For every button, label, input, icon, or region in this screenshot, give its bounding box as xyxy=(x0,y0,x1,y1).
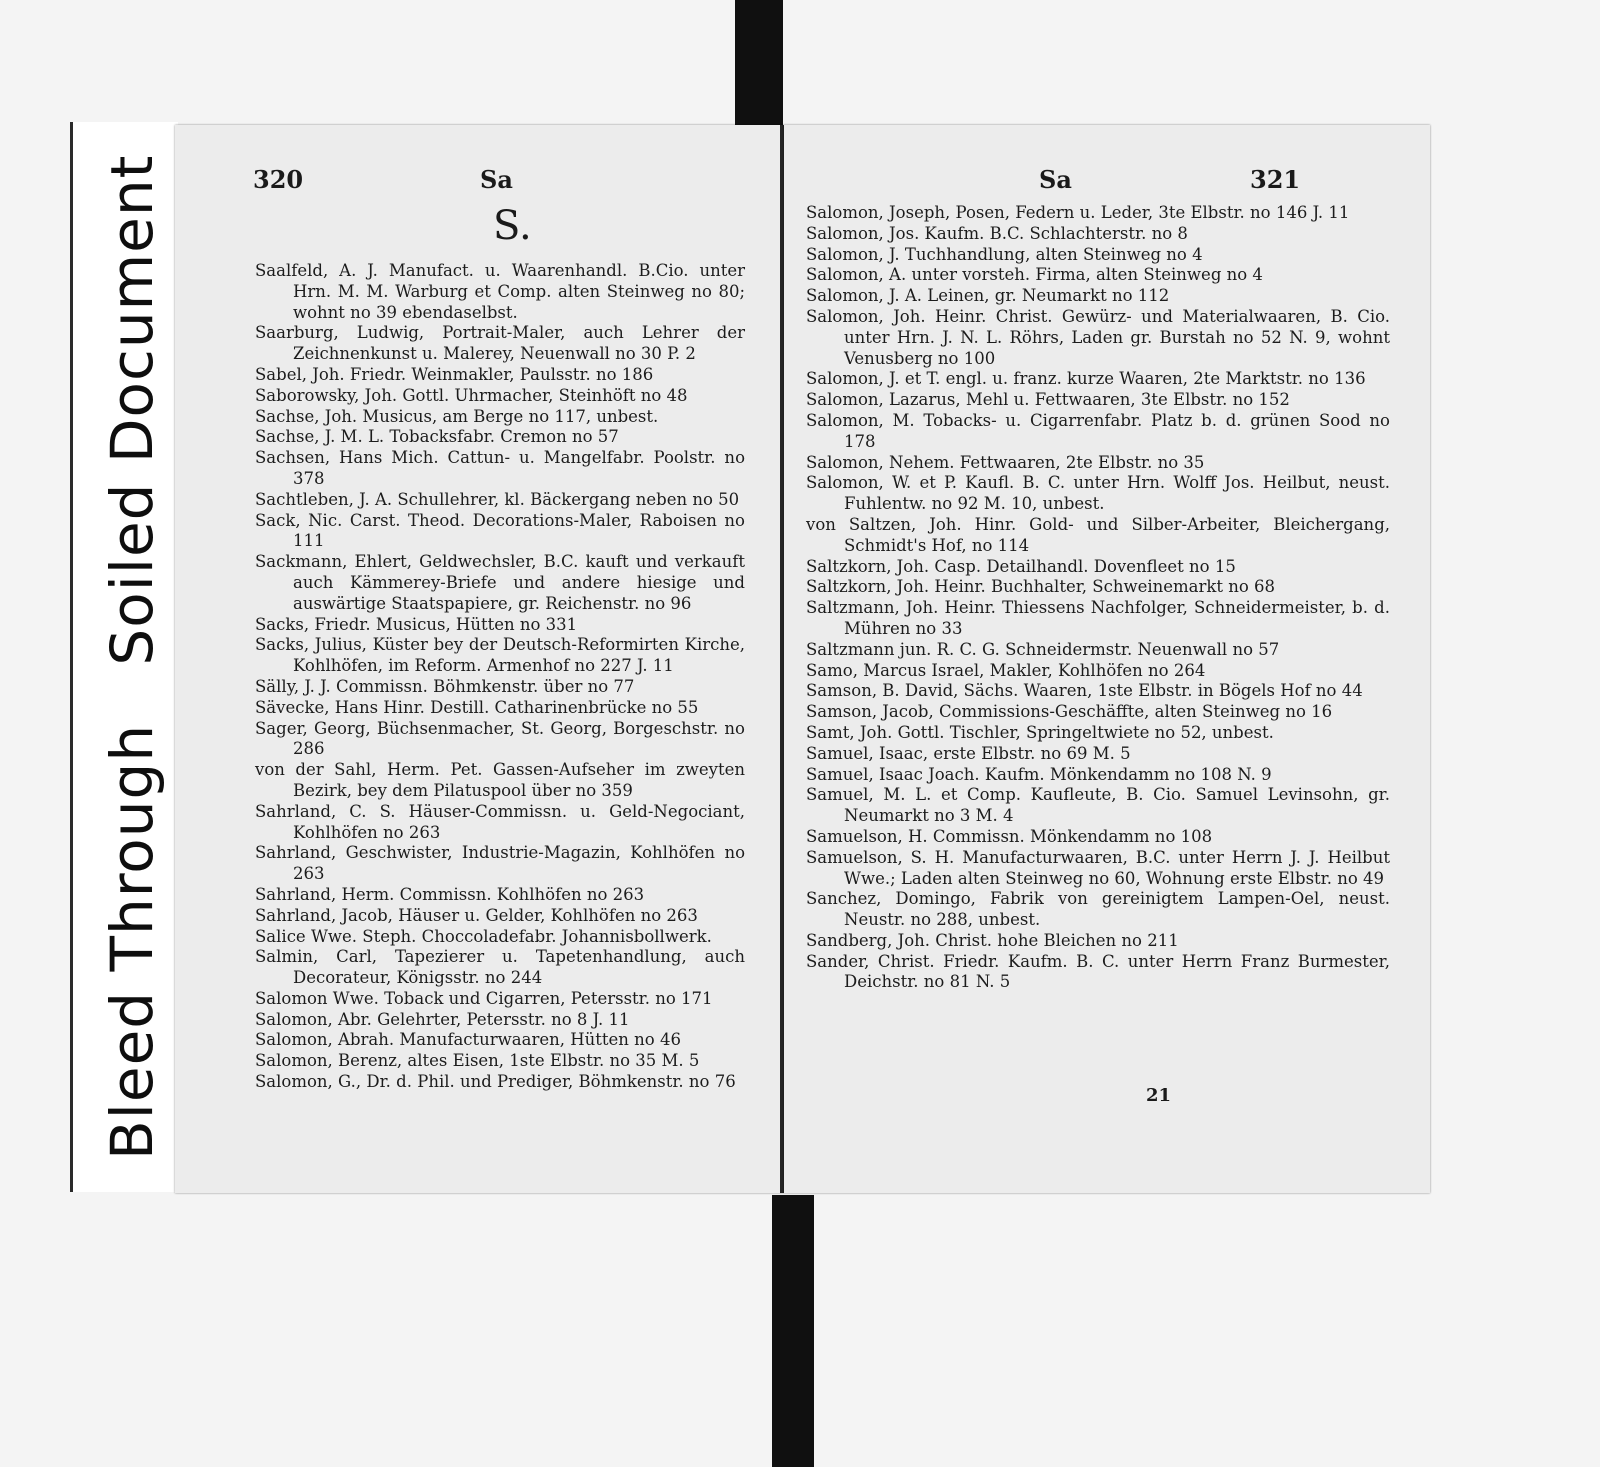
directory-entry: Saltzkorn, Joh. Heinr. Buchhalter, Schweinemarkt no 68 xyxy=(806,577,1276,597)
directory-entry: Salomon, J. Tuchhandlung, alten Steinweg no 4 xyxy=(806,244,1203,264)
directory-entry: Saltzkorn, Joh. Casp. Detailhandl. Dovenfleet no 15 xyxy=(806,556,1236,576)
directory-entry: Samuel, Isaac Joach. Kaufm. Mönkendamm no 108 N. 9 xyxy=(806,764,1272,784)
directory-entries xyxy=(806,203,1390,993)
directory-entry: Sachse, Joh. Musicus, am Berge no 117, unbest. xyxy=(255,406,659,426)
directory-entry: Sälly, J. J. Commissn. Böhmkenstr. über no 77 xyxy=(255,676,635,696)
directory-entries xyxy=(255,261,745,1093)
directory-entry: Salomon Wwe. Toback und Cigarren, Petersstr. no 171 xyxy=(255,988,713,1008)
directory-entry: Samson, Jacob, Commissions-Geschäffte, alten Steinweg no 16 xyxy=(806,702,1333,722)
directory-entry: Salomon, W. et P. Kaufl. B. C. unter Hrn. Wolff Jos. Heilbut, neust. Fuhlentw. no 92 M. 10, unbest. xyxy=(806,473,1390,514)
directory-entry: Samuel, M. L. et Comp. Kaufleute, B. Cio. Samuel Levinsohn, gr. Neumarkt no 3 M. 4 xyxy=(806,785,1390,826)
directory-entry: Sack, Nic. Carst. Theod. Decorations-Maler, Raboisen no 111 xyxy=(255,510,745,551)
directory-entry: Salice Wwe. Steph. Choccoladefabr. Johannisbollwerk. xyxy=(255,926,712,946)
directory-entry: Sachsen, Hans Mich. Cattun- u. Mangelfabr. Poolstr. no 378 xyxy=(255,448,745,488)
directory-entry: Salomon, J. A. Leinen, gr. Neumarkt no 112 xyxy=(806,286,1170,306)
directory-entry: Sander, Christ. Friedr. Kaufm. B. C. unter Herrn Franz Burmester, Deichstr. no 81 N. 5 xyxy=(806,951,1390,992)
binding-strip-bottom xyxy=(772,1195,814,1467)
directory-entry: Samo, Marcus Israel, Makler, Kohlhöfen no 264 xyxy=(806,660,1206,680)
left-page xyxy=(175,125,784,1193)
directory-entry: Samuel, Isaac, erste Elbstr. no 69 M. 5 xyxy=(806,743,1131,763)
directory-entry: Sacks, Julius, Küster bey der Deutsch-Reformirten Kirche, Kohlhöfen, im Reform. Armenhof no 227 J. 11 xyxy=(255,635,745,676)
directory-entry: Sachtleben, J. A. Schullehrer, kl. Bäckergang neben no 50 xyxy=(255,489,740,509)
page-number: 321 xyxy=(1250,165,1301,194)
directory-entry: Salomon, Joh. Heinr. Christ. Gewürz- und Materialwaaren, B. Cio. unter Hrn. J. N. L. Röhrs, Laden gr. Burstah no 52 N. 9, wohnt Venusberg no 100 xyxy=(806,306,1390,368)
directory-entry: Samuelson, S. H. Manufacturwaaren, B.C. unter Herrn J. J. Heilbut Wwe.; Laden alten Steinweg no 60, Wohnung erste Elbstr. no 49 xyxy=(806,847,1390,888)
directory-entry: Saarburg, Ludwig, Portrait-Maler, auch Lehrer der Zeichnenkunst u. Malerey, Neuenwall no 30 P. 2 xyxy=(255,323,745,364)
directory-entry: Sahrland, C. S. Häuser-Commissn. u. Geld-Negociant, Kohlhöfen no 263 xyxy=(255,801,745,842)
directory-entry: Samuelson, H. Commissn. Mönkendamm no 108 xyxy=(806,826,1213,846)
directory-entry: Sandberg, Joh. Christ. hohe Bleichen no 211 xyxy=(806,930,1179,950)
directory-entry: Sahrland, Jacob, Häuser u. Gelder, Kohlhöfen no 263 xyxy=(255,905,698,925)
page-number: 320 xyxy=(253,165,304,194)
directory-entry: Salomon, Abr. Gelehrter, Petersstr. no 8 J. 11 xyxy=(255,1009,630,1029)
directory-entry: Salomon, Jos. Kaufm. B.C. Schlachterstr. no 8 xyxy=(806,223,1188,243)
directory-entry: Sachse, J. M. L. Tobacksfabr. Cremon no 57 xyxy=(255,427,619,447)
directory-entry: Sabel, Joh. Friedr. Weinmakler, Paulsstr. no 186 xyxy=(255,364,654,384)
condition-label: Bleed Through Soiled Document xyxy=(98,154,166,1160)
directory-entry: Saborowsky, Joh. Gottl. Uhrmacher, Steinhöft no 48 xyxy=(255,385,688,405)
running-head: Sa xyxy=(1039,165,1072,194)
directory-entry: Sacks, Friedr. Musicus, Hütten no 331 xyxy=(255,614,578,634)
directory-entry: Samt, Joh. Gottl. Tischler, Springeltwiete no 52, unbest. xyxy=(806,722,1274,742)
directory-entry: von Saltzen, Joh. Hinr. Gold- und Silber-Arbeiter, Bleichergang, Schmidt's Hof, no 114 xyxy=(806,514,1390,555)
directory-entry: Sahrland, Herm. Commissn. Kohlhöfen no 263 xyxy=(255,884,645,904)
directory-entry: Sager, Georg, Büchsenmacher, St. Georg, Borgeschstr. no 286 xyxy=(255,718,745,759)
directory-entry: Salomon, Lazarus, Mehl u. Fettwaaren, 3te Elbstr. no 152 xyxy=(806,390,1290,410)
directory-entry: Salomon, G., Dr. d. Phil. und Prediger, Böhmkenstr. no 76 xyxy=(255,1072,736,1092)
directory-entry: Sahrland, Geschwister, Industrie-Magazin, Kohlhöfen no 263 xyxy=(255,843,745,884)
directory-entry: Salomon, A. unter vorsteh. Firma, alten Steinweg no 4 xyxy=(806,265,1263,285)
directory-entry: Salomon, Joseph, Posen, Federn u. Leder, 3te Elbstr. no 146 J. 11 xyxy=(806,203,1350,222)
right-page xyxy=(784,125,1430,1193)
binding-strip-top xyxy=(735,0,783,135)
directory-entry: Saltzmann, Joh. Heinr. Thiessens Nachfolger, Schneidermeister, b. d. Mühren no 33 xyxy=(806,598,1390,638)
directory-entry: Sävecke, Hans Hinr. Destill. Catharinenbrücke no 55 xyxy=(255,697,699,717)
running-head: Sa xyxy=(480,165,513,194)
directory-entry: Salomon, J. et T. engl. u. franz. kurze Waaren, 2te Marktstr. no 136 xyxy=(806,369,1366,389)
directory-entry: Salmin, Carl, Tapezierer u. Tapetenhandlung, auch Decorateur, Königsstr. no 244 xyxy=(255,947,745,988)
directory-entry: Sackmann, Ehlert, Geldwechsler, B.C. kauft und verkauft auch Kämmerey-Briefe und andere hiesige und auswärtige Staatspapiere, gr. Reichenstr. no 96 xyxy=(255,552,745,613)
directory-entry: Salomon, Berenz, altes Eisen, 1ste Elbstr. no 35 M. 5 xyxy=(255,1051,700,1071)
directory-entry: Saltzmann jun. R. C. G. Schneidermstr. Neuenwall no 57 xyxy=(806,639,1280,659)
directory-entry: von der Sahl, Herm. Pet. Gassen-Aufseher im zweyten Bezirk, bey dem Pilatuspool über no 359 xyxy=(255,760,745,800)
directory-entry: Samson, B. David, Sächs. Waaren, 1ste Elbstr. in Bögels Hof no 44 xyxy=(806,681,1363,701)
signature-mark: 21 xyxy=(1146,1085,1172,1106)
directory-entry: Salomon, M. Tobacks- u. Cigarrenfabr. Platz b. d. grünen Sood no 178 xyxy=(806,410,1390,451)
directory-entry: Salomon, Abrah. Manufacturwaaren, Hütten no 46 xyxy=(255,1030,681,1050)
directory-entry: Sanchez, Domingo, Fabrik von gereinigtem Lampen-Oel, neust. Neustr. no 288, unbest. xyxy=(806,889,1390,930)
directory-entry: Saalfeld, A. J. Manufact. u. Waarenhandl. B.Cio. unter Hrn. M. M. Warburg et Comp. alten Steinweg no 80; wohnt no 39 ebendaselbst. xyxy=(255,261,745,322)
directory-entry: Salomon, Nehem. Fettwaaren, 2te Elbstr. no 35 xyxy=(806,452,1205,472)
section-letter: S. xyxy=(493,203,532,249)
